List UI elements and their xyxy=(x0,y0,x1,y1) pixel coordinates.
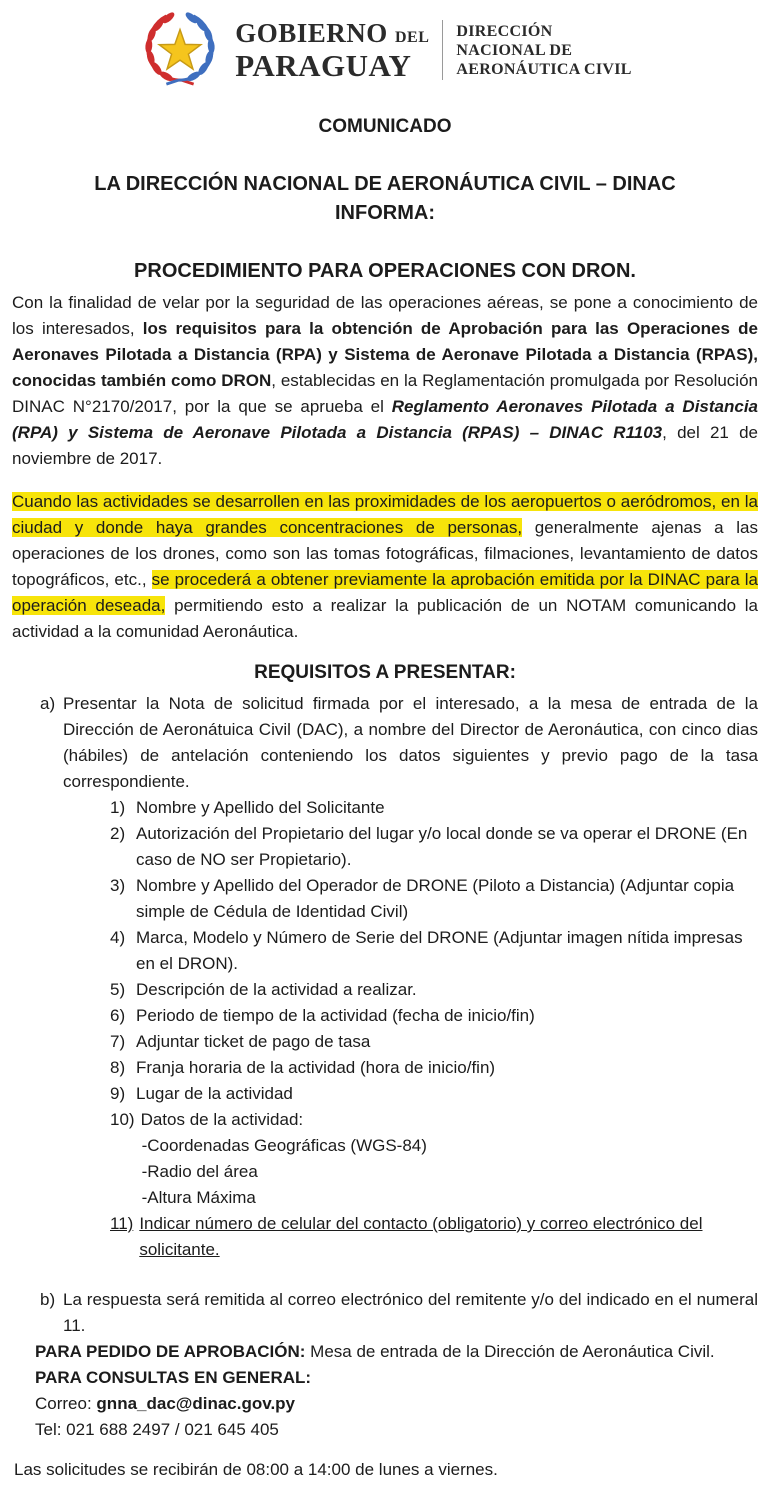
requirement-number: 1) xyxy=(110,798,126,817)
text-run: generalmente ajenas a las operaciones de los drones, como son las tomas fotográficas, filmaciones, levantamiento de datos topográficos, etc., xyxy=(12,518,758,589)
requirement-text: Indicar número de celular del contacto (obligatorio) y correo electrónico del solicitante. xyxy=(139,1214,703,1259)
requirement-number: 2) xyxy=(110,824,126,843)
requirement-number: 11) xyxy=(110,1214,134,1233)
org-line-3: AERONÁUTICA CIVIL xyxy=(456,60,632,78)
letterhead xyxy=(12,10,758,90)
item-a-marker: a) xyxy=(40,694,56,713)
telefono-line: Tel: 021 688 2497 / 021 645 405 xyxy=(35,1420,279,1439)
requirements-list xyxy=(110,795,758,1263)
requisitos-heading: REQUISITOS A PRESENTAR: xyxy=(254,662,516,683)
informa-line-2: INFORMA: xyxy=(335,202,435,224)
correo-value: gnna_dac@dinac.gov.py xyxy=(96,1394,296,1413)
informa-title xyxy=(12,170,758,228)
gov-word-gobierno: GOBIERNO xyxy=(235,17,388,48)
requirement-subitem: -Radio del área xyxy=(141,1162,258,1181)
pedido-aprobacion-text: Mesa de entrada de la Dirección de Aeronáutica Civil. xyxy=(305,1342,715,1361)
org-line-2: NACIONAL DE xyxy=(456,41,573,59)
item-a-text: Presentar la Nota de solicitud firmada por el interesado, a la mesa de entrada de la Dirección de Aeronátuica Civil (DAC), a nombre del Director de Aeronáutica, con cinco dias (hábiles) de antelación conteniendo los datos siguientes y previo pago de la tasa correspondiente. xyxy=(63,694,758,791)
requirement-number: 10) xyxy=(110,1110,135,1129)
text-run: Con la finalidad de velar por la seguridad de las operaciones aéreas, se pone a conocimiento de los interesados, xyxy=(12,293,758,338)
requirement-number: 9) xyxy=(110,1084,126,1103)
requirement-item xyxy=(110,873,758,925)
requirement-subitem: -Coordenadas Geográficas (WGS-84) xyxy=(141,1136,427,1155)
requirement-item xyxy=(110,1029,758,1055)
government-wordmark xyxy=(235,17,430,83)
requirement-item xyxy=(110,977,758,1003)
requirement-text: Adjuntar ticket de pago de tasa xyxy=(136,1032,371,1051)
requirement-number: 8) xyxy=(110,1058,126,1077)
requirement-item xyxy=(110,1055,758,1081)
consultas-line xyxy=(35,1365,758,1391)
schedule-line: Las solicitudes se recibirán de 08:00 a 14:00 de lunes a viernes. xyxy=(14,1460,498,1479)
requirement-item xyxy=(110,1211,758,1263)
requirement-text: Descripción de la actividad a realizar. xyxy=(136,980,417,999)
requirement-text: Marca, Modelo y Número de Serie del DRONE (Adjuntar imagen nítida impresas en el DRON). xyxy=(136,928,743,973)
requirement-item xyxy=(110,795,758,821)
requirement-item xyxy=(110,1081,758,1107)
requirement-number: 6) xyxy=(110,1006,126,1025)
text-run: permitiendo esto a realizar la publicación de un NOTAM comunicando la actividad a la comunidad Aeronáutica. xyxy=(12,596,758,641)
requirement-text: Nombre y Apellido del Solicitante xyxy=(136,798,385,817)
requirement-item xyxy=(110,925,758,977)
correo-label: Correo: xyxy=(35,1394,97,1413)
organization-name xyxy=(456,22,631,79)
item-b-text: La respuesta será remitida al correo electrónico del remitente y/o del indicado en el numeral 11. xyxy=(63,1290,758,1335)
requirement-text: Nombre y Apellido del Operador de DRONE (Piloto a Distancia) (Adjuntar copia simple de Cédula de Identidad Civil) xyxy=(136,876,735,921)
text-run: Cuando las actividades se desarrollen en las proximidades de los aeropuertos o aeródromos, en la ciudad y donde haya grandes concentraciones de personas, xyxy=(12,492,758,537)
text-run: se procederá a obtener previamente la aprobación emitida por la DINAC para la operación deseada, xyxy=(12,570,758,615)
correo-line xyxy=(35,1391,758,1417)
org-line-1: DIRECCIÓN xyxy=(456,22,553,40)
comunicado-title: COMUNICADO xyxy=(318,116,452,137)
requirement-item xyxy=(110,1003,758,1029)
text-run: , establecidas en la Reglamentación promulgada por Resolución DINAC N°2170/2017, por la que se aprueba el xyxy=(12,371,758,416)
pedido-aprobacion-label: PARA PEDIDO DE APROBACIÓN: xyxy=(35,1342,306,1361)
requirement-number: 3) xyxy=(110,876,126,895)
paraguay-wreath-star-icon xyxy=(138,12,222,88)
requirement-item xyxy=(110,821,758,873)
header-divider xyxy=(442,20,443,80)
highlighted-paragraph xyxy=(12,489,758,645)
text-run: Reglamento Aeronaves Pilotada a Distancia (RPA) y Sistema de Aeronave Pilotada a Distancia (RPAS) – DINAC R1103 xyxy=(12,397,759,442)
informa-line-1: LA DIRECCIÓN NACIONAL DE AERONÁUTICA CIVIL – DINAC xyxy=(94,173,676,195)
requirement-number: 5) xyxy=(110,980,126,999)
requirement-subitem: -Altura Máxima xyxy=(141,1188,256,1207)
requirement-number: 7) xyxy=(110,1032,126,1051)
text-run: los requisitos para la obtención de Aprobación para las Operaciones de Aeronaves Pilotada a Distancia (RPA) y Sistema de Aeronave Pilotada a Distancia (RPAS), conocidas también como DRON xyxy=(12,319,758,390)
requirement-text: Autorización del Propietario del lugar y/o local donde se va operar el DRONE (En caso de NO ser Propietario). xyxy=(136,824,748,869)
item-b xyxy=(12,1287,758,1339)
gov-word-paraguay: PARAGUAY xyxy=(235,47,412,83)
item-a xyxy=(12,691,758,795)
requirement-text: Datos de la actividad: -Coordenadas Geográficas (WGS-84) -Radio del área -Altura Máxima xyxy=(141,1107,758,1211)
requirement-item xyxy=(110,1107,758,1211)
pedido-aprobacion-line xyxy=(35,1339,758,1365)
star-icon xyxy=(159,30,201,70)
item-b-marker: b) xyxy=(40,1290,56,1309)
requirement-number: 4) xyxy=(110,928,126,947)
intro-paragraph xyxy=(12,290,758,472)
procedimiento-heading: PROCEDIMIENTO PARA OPERACIONES CON DRON. xyxy=(134,260,636,282)
requirement-text: Lugar de la actividad xyxy=(136,1084,293,1103)
requirement-text: Periodo de tiempo de la actividad (fecha de inicio/fin) xyxy=(136,1006,535,1025)
requirement-text: Franja horaria de la actividad (hora de inicio/fin) xyxy=(136,1058,496,1077)
consultas-label: PARA CONSULTAS EN GENERAL: xyxy=(35,1368,312,1387)
text-run: , del 21 de noviembre de 2017. xyxy=(12,423,758,468)
gov-word-del: DEL xyxy=(395,28,430,46)
